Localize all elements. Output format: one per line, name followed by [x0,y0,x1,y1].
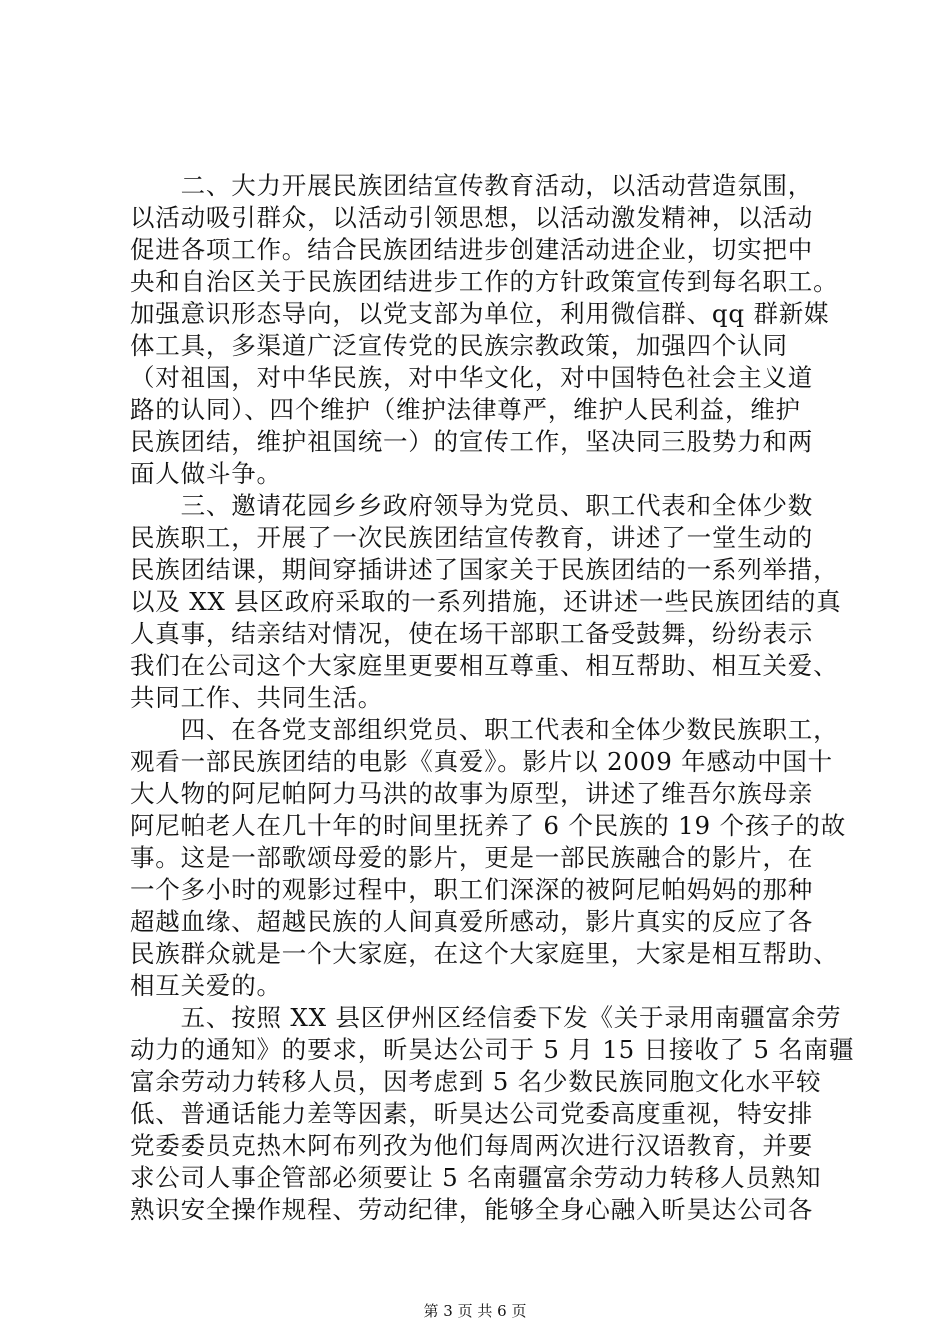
text-line: 促进各项工作。结合民族团结进步创建活动进企业，切实把中 [130,235,814,264]
text-line: 党委委员克热木阿布列孜为他们每周两次进行汉语教育，并要 [130,1131,814,1160]
text-line: 三、邀请花园乡乡政府领导为党员、职工代表和全体少数 [130,491,814,520]
text-line: 民族职工，开展了一次民族团结宣传教育，讲述了一堂生动的 [130,523,814,552]
text-line: 阿尼帕老人在几十年的时间里抚养了 6 个民族的 19 个孩子的故 [130,811,847,840]
text-line: 求公司人事企管部必须要让 5 名南疆富余劳动力转移人员熟知 [130,1163,822,1192]
text-line: 我们在公司这个大家庭里更要相互尊重、相互帮助、相互关爱、 [130,651,839,680]
text-line: （对祖国，对中华民族，对中华文化，对中国特色社会主义道 [130,363,814,392]
text-line: 四、在各党支部组织党员、职工代表和全体少数民族职工， [130,715,839,744]
text-line: 民族团结，维护祖国统一）的宣传工作，坚决同三股势力和两 [130,427,814,456]
page-number-footer: 第 3 页 共 6 页 [423,1302,527,1320]
text-line: 五、按照 XX 县区伊州区经信委下发《关于录用南疆富余劳 [130,1003,842,1032]
text-line: 体工具，多渠道广泛宣传党的民族宗教政策，加强四个认同 [130,331,788,360]
text-line: 面人做斗争。 [130,459,282,488]
text-line: 观看一部民族团结的电影《真爱》。影片以 2009 年感动中国十 [130,747,833,776]
text-line: 相互关爱的。 [130,971,282,1000]
text-line: 以及 XX 县区政府采取的一系列措施，还讲述一些民族团结的真 [130,587,842,616]
text-line: 低、普通话能力差等因素，昕昊达公司党委高度重视，特安排 [130,1099,814,1128]
text-line: 人真事，结亲结对情况，使在场干部职工备受鼓舞，纷纷表示 [130,619,814,648]
text-line: 民族团结课，期间穿插讲述了国家关于民族团结的一系列举措， [130,555,839,584]
document-body [130,170,855,1226]
text-line: 民族群众就是一个大家庭，在这个大家庭里，大家是相互帮助、 [130,939,839,968]
text-line: 共同工作、共同生活。 [130,683,383,712]
text-line: 以活动吸引群众，以活动引领思想，以活动激发精神，以活动 [130,203,814,232]
text-line: 超越血缘、超越民族的人间真爱所感动，影片真实的反应了各 [130,907,814,936]
text-line: 动力的通知》的要求，昕昊达公司于 5 月 15 日接收了 5 名南疆 [130,1035,855,1064]
text-line: 加强意识形态导向，以党支部为单位，利用微信群、qq 群新媒 [130,299,830,328]
text-line: 大人物的阿尼帕阿力马洪的故事为原型，讲述了维吾尔族母亲 [130,779,814,808]
text-line: 熟识安全操作规程、劳动纪律，能够全身心融入昕昊达公司各 [130,1195,814,1224]
text-line: 事。这是一部歌颂母爱的影片，更是一部民族融合的影片，在 [130,843,814,872]
text-line: 二、大力开展民族团结宣传教育活动，以活动营造氛围， [130,171,814,200]
text-line: 路的认同）、四个维护（维护法律尊严，维护人民利益，维护 [130,395,801,424]
text-line: 富余劳动力转移人员，因考虑到 5 名少数民族同胞文化水平较 [130,1067,822,1096]
text-line: 央和自治区关于民族团结进步工作的方针政策宣传到每名职工。 [130,267,839,296]
text-line: 一个多小时的观影过程中，职工们深深的被阿尼帕妈妈的那种 [130,875,814,904]
